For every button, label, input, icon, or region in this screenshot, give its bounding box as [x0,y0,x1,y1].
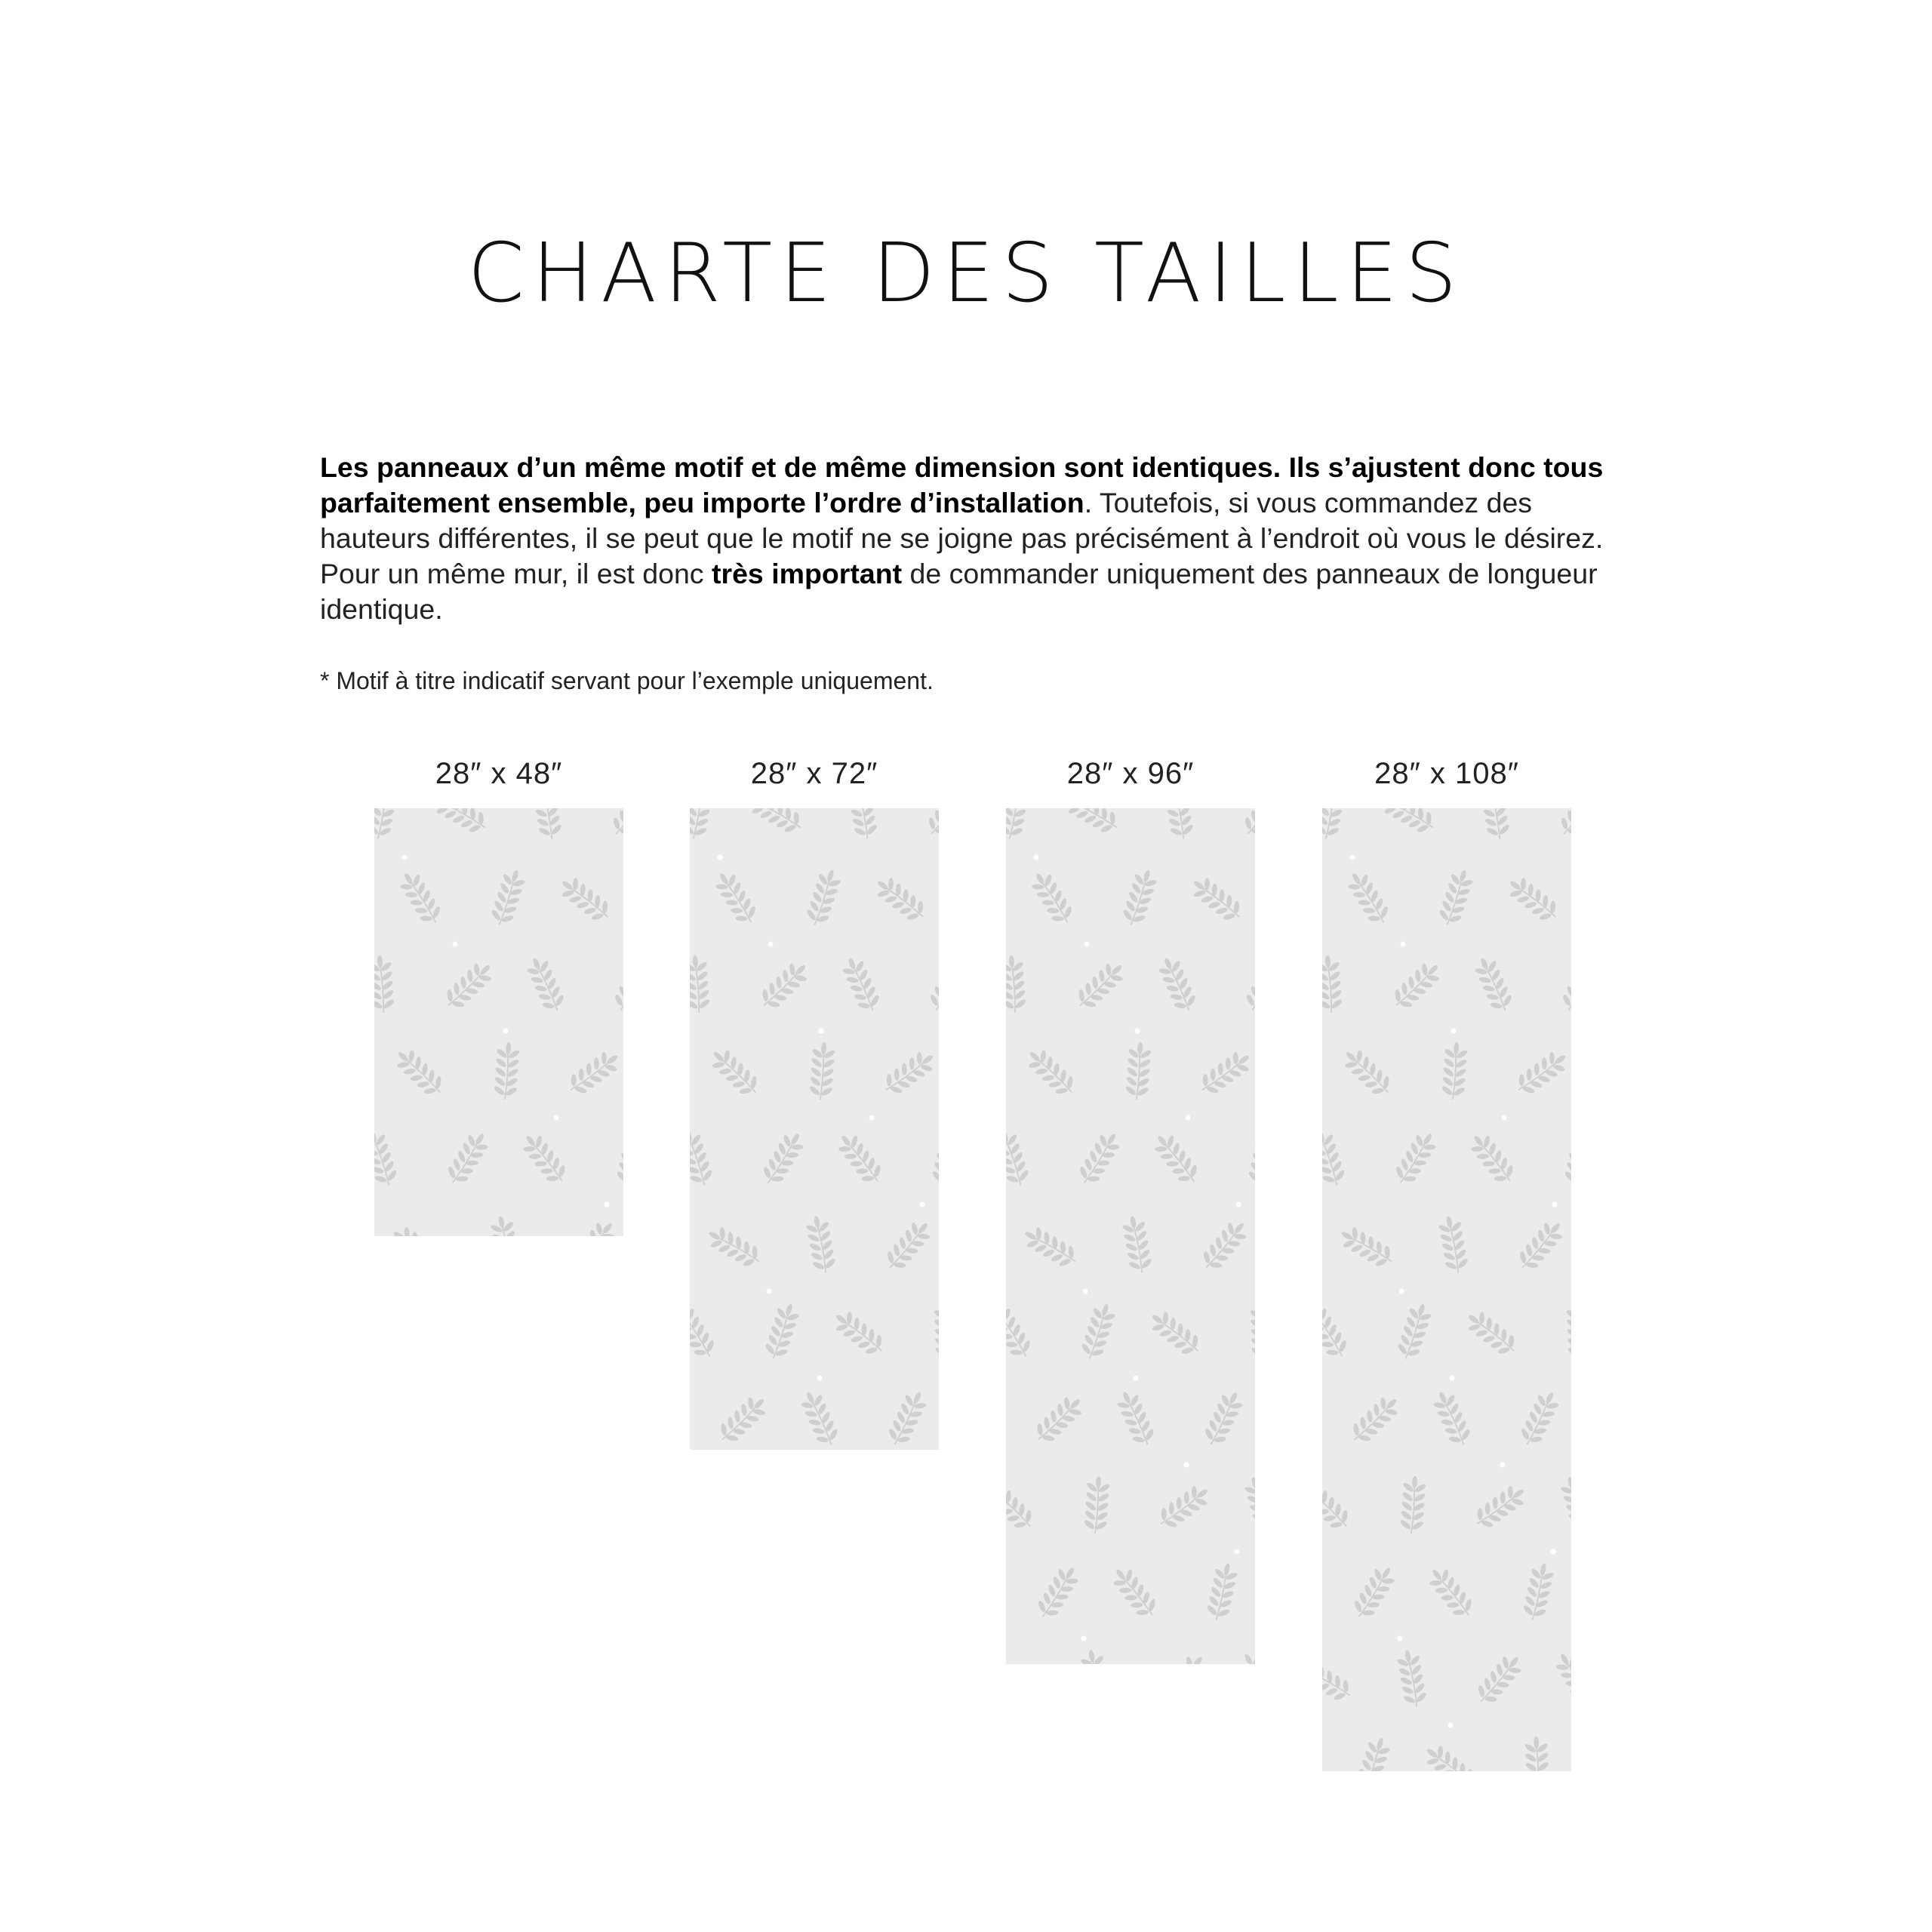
leaf-branch-icon [1145,1306,1206,1361]
panel-label-48: 28″ x 48″ [435,757,563,790]
leaf-branch-icon [1524,1736,1551,1771]
leaf-branch-icon [1503,872,1564,927]
panel-108 [1322,808,1571,1771]
leaf-branch-icon [1470,953,1516,1016]
leaf-branch-icon [374,955,396,1014]
panel-96 [1006,808,1255,1664]
leaf-branch-icon [1153,1480,1214,1534]
leaf-branch-icon [492,1041,521,1100]
leaf-branch-icon [1554,808,1571,841]
leaf-branch-icon [1322,1656,1356,1706]
leaf-branch-icon [1029,1391,1088,1449]
leaf-branch-icon [1352,1734,1394,1771]
leaf-branch-icon [744,808,807,838]
leaf-branch-icon [1120,1214,1155,1275]
leaf-branch-icon [606,808,623,841]
leaf-branch-icon [1241,953,1255,1016]
leaf-branch-icon [1082,1475,1111,1534]
leaf-branch-icon [804,1214,838,1275]
leaf-branch-icon [1565,1302,1571,1360]
leaf-branch-icon [1394,1300,1435,1363]
leaf-branch-icon [1512,1216,1568,1276]
leaf-branch-icon [710,867,762,929]
leaf-branch-icon [933,1302,939,1360]
leaf-branch-icon [1154,953,1200,1016]
leaf-branch-icon [883,1387,931,1450]
leaf-branch-icon [1026,867,1078,929]
leaf-branch-icon [1006,1656,1040,1664]
leaf-branch-icon [755,957,814,1015]
leaf-branch-icon [808,1041,836,1100]
leaf-branch-icon [1112,1387,1158,1450]
leaf-branch-icon [832,1128,888,1189]
intro-text-2: de commander uniquement des panneaux de longueur identique. [320,558,1598,625]
leaf-branch-icon [1019,1222,1081,1272]
leaf-branch-icon [1245,1127,1255,1189]
panel-72 [690,808,939,1450]
leaf-branch-icon [1196,1216,1252,1276]
leaf-branch-icon [803,866,844,929]
leaf-branch-icon [1436,1214,1471,1275]
leaf-branch-icon [1461,1306,1522,1361]
leaf-branch-icon [1006,1478,1039,1536]
leaf-branch-icon [690,1127,716,1189]
intro-paragraph [320,450,1633,627]
leaf-branch-icon [1338,1044,1397,1102]
panel-label-108: 28″ x 108″ [1374,757,1519,790]
page-title: CHARTE DES TAILLES [467,226,1465,321]
leaf-branch-icon [614,1127,623,1189]
leaf-branch-icon [374,808,400,841]
leaf-branch-icon [609,953,623,1016]
leaf-branch-icon [1511,1046,1571,1100]
leaf-branch-icon [1471,1650,1527,1710]
leaf-branch-icon [1161,808,1196,841]
leaf-branch-icon [703,1222,765,1272]
leaf-branch-icon [1520,1561,1556,1623]
panel-label-96: 28″ x 96″ [1066,757,1195,790]
leaf-branch-icon [1478,808,1512,841]
leaf-pattern [690,808,939,1450]
leaf-branch-icon [1199,1387,1247,1450]
leaf-branch-icon [1155,1650,1211,1664]
leaf-branch-icon [829,1306,890,1361]
leaf-branch-icon [1006,955,1028,1014]
panel-48 [374,808,623,1236]
leaf-branch-icon [565,1216,620,1236]
leaf-branch-icon [390,1044,449,1102]
leaf-branch-icon [880,1216,936,1276]
leaf-branch-icon [1186,872,1247,927]
leaf-branch-icon [1435,866,1477,929]
leaf-branch-icon [1558,1474,1571,1536]
leaf-branch-icon [1322,808,1348,841]
leaf-branch-icon [845,808,880,841]
leaf-branch-icon [838,953,884,1016]
leaf-branch-icon [1551,1647,1571,1710]
leaf-branch-icon [1238,808,1255,841]
leaf-branch-icon [387,1222,450,1236]
leaf-branch-icon [1322,955,1344,1014]
leaf-branch-icon [1423,1562,1478,1623]
leaf-branch-icon [1195,1046,1255,1100]
leaf-branch-icon [1465,1128,1520,1189]
leaf-branch-icon [1078,1648,1113,1664]
leaf-branch-icon [1387,957,1446,1015]
leaf-branch-icon [706,1044,764,1102]
leaf-branch-icon [929,1127,939,1189]
leaf-branch-icon [1420,1740,1481,1771]
leaf-branch-icon [488,866,529,929]
leaf-branch-icon [1515,1387,1563,1450]
leaf-branch-icon [796,1387,842,1450]
leaf-branch-icon [1124,1041,1152,1100]
intro-text-1: . Toutefois, si vous commandez des hauteurs différentes, il se peut que le motif ne se joigne pas précisément à l’endroit où vous le désirez. Pour un même mur, il est donc [320,487,1604,589]
leaf-branch-icon [1389,1128,1441,1189]
leaf-branch-icon [1440,1041,1469,1100]
panel-label-72: 28″ x 72″ [750,757,878,790]
leaf-branch-icon [441,1128,494,1189]
pattern-disclaimer-note: * Motif à titre indicatif servant pour l’exemple uniquement. [320,667,934,694]
leaf-branch-icon [1322,1301,1353,1363]
leaf-branch-icon [530,808,565,841]
leaf-branch-icon [690,1301,721,1363]
leaf-branch-icon [1071,957,1130,1015]
leaf-branch-icon [1561,1127,1571,1189]
leaf-pattern [1322,808,1571,1771]
leaf-pattern [1006,808,1255,1664]
leaf-branch-icon [1006,1301,1037,1363]
leaf-branch-icon [1343,867,1395,929]
leaf-branch-icon [690,955,712,1014]
leaf-branch-icon [1204,1561,1240,1623]
leaf-branch-icon [1073,1128,1125,1189]
leaf-branch-icon [1006,808,1032,841]
leaf-branch-icon [1249,1302,1255,1360]
leaf-branch-icon [522,953,568,1016]
leaf-branch-icon [1557,953,1571,1016]
leaf-branch-icon [1060,808,1123,838]
leaf-branch-icon [761,1300,803,1363]
leaf-branch-icon [1377,808,1439,838]
leaf-branch-icon [1322,1127,1349,1189]
leaf-branch-icon [555,872,616,927]
leaf-branch-icon [374,1127,401,1189]
leaf-branch-icon [1078,1300,1119,1363]
leaf-pattern [374,808,623,1236]
leaf-branch-icon [1022,1044,1081,1102]
leaf-branch-icon [1107,1562,1162,1623]
leaf-branch-icon [757,1128,809,1189]
leaf-branch-icon [439,957,498,1015]
leaf-branch-icon [1149,1128,1204,1189]
leaf-branch-icon [1032,1561,1084,1623]
leaf-branch-icon [878,1046,939,1100]
leaf-branch-icon [1322,1478,1355,1536]
intro-bold-text-2: très important [711,558,903,589]
leaf-branch-icon [488,1214,523,1236]
leaf-branch-icon [1398,1475,1427,1534]
leaf-branch-icon [1348,1561,1400,1623]
leaf-branch-icon [1335,1222,1398,1272]
leaf-branch-icon [713,1391,772,1449]
leaf-branch-icon [1346,1391,1404,1449]
leaf-branch-icon [563,1046,623,1100]
leaf-branch-icon [1395,1648,1429,1709]
leaf-branch-icon [1235,1647,1255,1664]
leaf-branch-icon [924,953,939,1016]
leaf-branch-icon [429,808,491,838]
leaf-branch-icon [690,808,715,841]
leaf-branch-icon [870,872,931,927]
leaf-branch-icon [1241,1474,1255,1536]
leaf-branch-icon [921,808,939,841]
leaf-branch-icon [1006,1127,1032,1189]
leaf-branch-icon [1119,866,1161,929]
intro-bold-text-1: Les panneaux d’un même motif et de même dimension sont identiques. Ils s’ajustent donc tous parfaitement ensemble, peu importe l’ordre d’installation [320,451,1604,518]
leaf-branch-icon [1429,1387,1475,1450]
leaf-branch-icon [517,1128,572,1189]
leaf-branch-icon [395,867,447,929]
leaf-branch-icon [1469,1480,1531,1534]
